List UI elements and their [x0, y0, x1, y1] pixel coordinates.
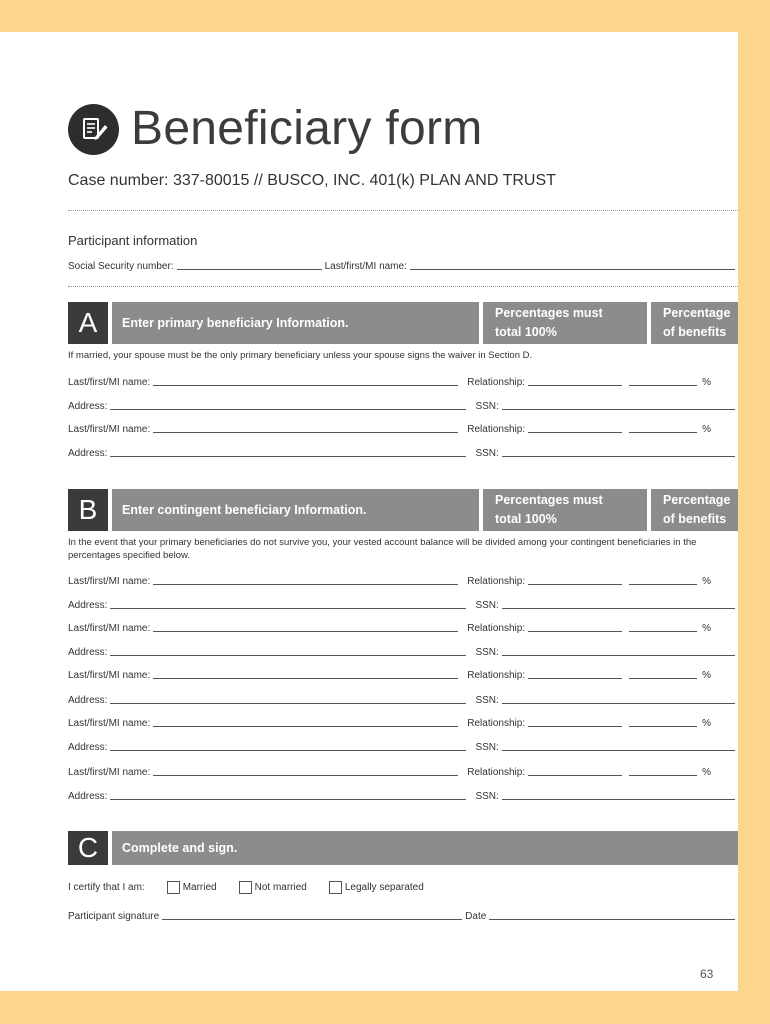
relationship-label: Relationship:	[467, 424, 526, 435]
col-percent-line1: Percentage	[663, 306, 731, 320]
section-b-col-percent	[651, 489, 738, 531]
name-label: Last/first/MI name:	[68, 623, 151, 634]
beneficiary-address-row	[68, 690, 738, 706]
section-a-header	[68, 302, 738, 344]
col-total-line2: total 100%	[495, 325, 557, 339]
section-a-letter: A	[68, 302, 108, 344]
relationship-field[interactable]	[528, 431, 622, 433]
address-field[interactable]	[110, 798, 466, 800]
signature-label: Participant signature	[68, 911, 160, 922]
percentage-field[interactable]	[629, 677, 697, 679]
not-married-label: Not married	[254, 882, 307, 893]
ssn-label: SSN:	[475, 448, 499, 459]
percent-sign: %	[702, 424, 711, 435]
ssn-label: SSN:	[475, 647, 499, 658]
date-label: Date	[465, 911, 487, 922]
name-label: Last/first/MI name:	[68, 718, 151, 729]
section-b-header	[68, 489, 738, 531]
page-title: Beneficiary form	[131, 102, 483, 155]
ssn-field[interactable]	[502, 749, 735, 751]
page-number: 63	[700, 967, 714, 981]
percentage-field[interactable]	[629, 774, 697, 776]
title-row	[68, 101, 483, 157]
address-label: Address:	[68, 742, 108, 753]
section-a-col-total	[483, 302, 647, 344]
address-label: Address:	[68, 647, 108, 658]
ssn-label: Social Security number:	[68, 261, 174, 272]
name-label: Last/first/MI name:	[68, 576, 151, 587]
section-b-col-total	[483, 489, 647, 531]
col-percent-line2: of benefits	[663, 325, 727, 339]
relationship-field[interactable]	[528, 677, 622, 679]
beneficiary-address-row	[68, 443, 738, 459]
beneficiary-address-row	[68, 786, 738, 802]
section-c-title: Complete and sign.	[112, 831, 738, 865]
beneficiary-address-row	[68, 595, 738, 611]
beneficiary-name-row	[68, 665, 738, 681]
percent-sign: %	[702, 576, 711, 587]
ssn-field[interactable]	[502, 654, 735, 656]
percent-sign: %	[702, 718, 711, 729]
address-field[interactable]	[110, 654, 466, 656]
legally-separated-checkbox[interactable]	[329, 881, 342, 894]
percentage-field[interactable]	[629, 583, 697, 585]
beneficiary-address-row	[68, 642, 738, 658]
section-a-title: Enter primary beneficiary Information.	[112, 302, 479, 344]
address-label: Address:	[68, 600, 108, 611]
section-b-note: In the event that your primary beneficiaries do not survive you, your vested account balance will be divided among your contingent beneficiaries in the percentages specified below.	[68, 537, 697, 561]
relationship-field[interactable]	[528, 630, 622, 632]
name-field[interactable]	[153, 583, 458, 585]
certify-label: I certify that I am:	[68, 882, 145, 893]
participant-ssn-field[interactable]	[177, 268, 322, 270]
divider	[68, 286, 738, 287]
ssn-field[interactable]	[502, 702, 735, 704]
address-field[interactable]	[110, 455, 466, 457]
name-label: Last/first/MI name:	[68, 424, 151, 435]
ssn-label: SSN:	[475, 695, 499, 706]
address-label: Address:	[68, 695, 108, 706]
address-label: Address:	[68, 401, 108, 412]
relationship-label: Relationship:	[467, 718, 526, 729]
beneficiary-name-row	[68, 419, 738, 435]
divider	[68, 210, 738, 211]
relationship-label: Relationship:	[467, 377, 526, 388]
address-field[interactable]	[110, 749, 466, 751]
section-a-note: If married, your spouse must be the only primary beneficiary unless your spouse signs the waiver in Section D.	[68, 350, 533, 361]
signature-field[interactable]	[162, 918, 462, 920]
form-page	[0, 32, 738, 991]
beneficiary-name-row	[68, 372, 738, 388]
section-b-title: Enter contingent beneficiary Information.	[112, 489, 479, 531]
col-percent-line1: Percentage	[663, 493, 731, 507]
percentage-field[interactable]	[629, 431, 697, 433]
name-field[interactable]	[153, 384, 458, 386]
percentage-field[interactable]	[629, 725, 697, 727]
ssn-field[interactable]	[502, 607, 735, 609]
signature-row	[68, 906, 738, 922]
certify-row	[68, 881, 424, 894]
relationship-field[interactable]	[528, 384, 622, 386]
col-total-line2: total 100%	[495, 512, 557, 526]
date-field[interactable]	[489, 918, 735, 920]
percent-sign: %	[702, 623, 711, 634]
address-field[interactable]	[110, 408, 466, 410]
name-field[interactable]	[153, 677, 458, 679]
address-label: Address:	[68, 791, 108, 802]
section-c-letter: C	[68, 831, 108, 865]
married-label: Married	[182, 882, 217, 893]
name-label: Last/first/MI name:	[68, 377, 151, 388]
ssn-label: SSN:	[475, 401, 499, 412]
participant-name-field[interactable]	[410, 268, 735, 270]
name-field[interactable]	[153, 725, 458, 727]
col-total-line1: Percentages must	[495, 493, 603, 507]
address-field[interactable]	[110, 702, 466, 704]
name-label: Last/first/MI name:	[68, 767, 151, 778]
percent-sign: %	[702, 767, 711, 778]
name-field[interactable]	[153, 774, 458, 776]
col-total-line1: Percentages must	[495, 306, 603, 320]
beneficiary-name-row	[68, 713, 738, 729]
name-field[interactable]	[153, 431, 458, 433]
participant-name-label: Last/first/MI name:	[324, 261, 407, 272]
participant-heading: Participant information	[68, 233, 198, 248]
relationship-label: Relationship:	[467, 576, 526, 587]
relationship-label: Relationship:	[467, 767, 526, 778]
ssn-field[interactable]	[502, 455, 735, 457]
not-married-checkbox[interactable]	[239, 881, 252, 894]
beneficiary-address-row	[68, 737, 738, 753]
section-a-col-percent	[651, 302, 738, 344]
percent-sign: %	[702, 670, 711, 681]
relationship-field[interactable]	[528, 774, 622, 776]
percentage-field[interactable]	[629, 630, 697, 632]
beneficiary-address-row	[68, 396, 738, 412]
case-line: Case number: 337-80015 // BUSCO, INC. 401(k) PLAN AND TRUST	[68, 172, 556, 189]
beneficiary-name-row	[68, 618, 738, 634]
address-field[interactable]	[110, 607, 466, 609]
name-label: Last/first/MI name:	[68, 670, 151, 681]
relationship-label: Relationship:	[467, 623, 526, 634]
percent-sign: %	[702, 377, 711, 388]
section-b-letter: B	[68, 489, 108, 531]
ssn-field[interactable]	[502, 408, 735, 410]
form-edit-icon	[68, 104, 119, 155]
name-field[interactable]	[153, 630, 458, 632]
relationship-label: Relationship:	[467, 670, 526, 681]
address-label: Address:	[68, 448, 108, 459]
ssn-label: SSN:	[475, 791, 499, 802]
ssn-label: SSN:	[475, 600, 499, 611]
participant-row	[68, 256, 738, 272]
col-percent-line2: of benefits	[663, 512, 727, 526]
legally-separated-label: Legally separated	[344, 882, 424, 893]
married-checkbox[interactable]	[167, 881, 180, 894]
relationship-field[interactable]	[528, 725, 622, 727]
ssn-field[interactable]	[502, 798, 735, 800]
relationship-field[interactable]	[528, 583, 622, 585]
beneficiary-name-row	[68, 762, 738, 778]
beneficiary-name-row	[68, 571, 738, 587]
percentage-field[interactable]	[629, 384, 697, 386]
section-c-header	[68, 831, 738, 865]
ssn-label: SSN:	[475, 742, 499, 753]
